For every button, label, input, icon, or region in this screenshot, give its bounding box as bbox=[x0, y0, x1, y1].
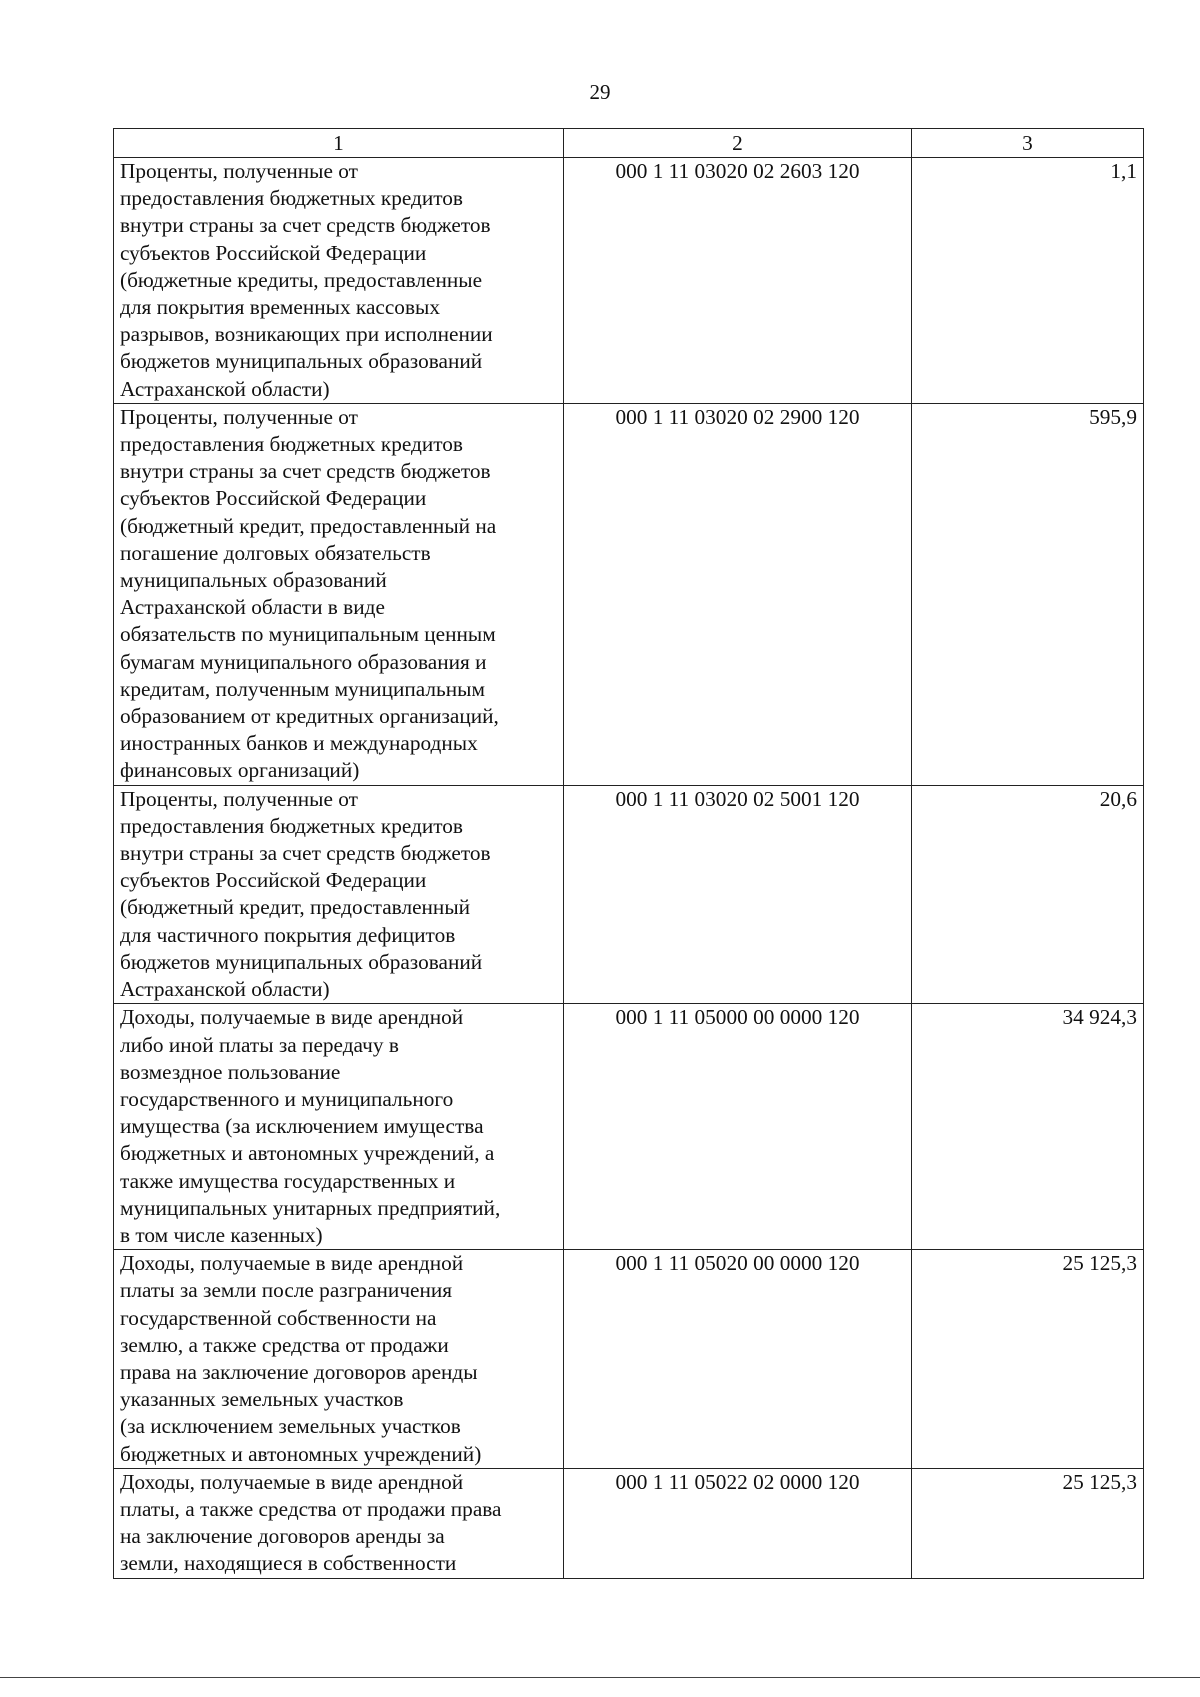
table-header-row bbox=[114, 129, 1144, 158]
row-amount: 595,9 bbox=[912, 403, 1144, 785]
row-amount: 34 924,3 bbox=[912, 1004, 1144, 1250]
table-row bbox=[114, 1004, 1144, 1250]
table-row bbox=[114, 785, 1144, 1004]
row-amount: 20,6 bbox=[912, 785, 1144, 1004]
table-row bbox=[114, 1468, 1144, 1578]
row-budget-code: 000 1 11 03020 02 5001 120 bbox=[564, 785, 912, 1004]
table-row bbox=[114, 158, 1144, 404]
row-description: Доходы, получаемые в виде арендной платы, а также средства от продажи права на заключение договоров аренды за земли, находящиеся в собственности bbox=[114, 1468, 564, 1578]
row-budget-code: 000 1 11 03020 02 2603 120 bbox=[564, 158, 912, 404]
row-budget-code: 000 1 11 03020 02 2900 120 bbox=[564, 403, 912, 785]
row-description: Доходы, получаемые в виде арендной платы за земли после разграничения государственной собственности на землю, а также средства от продажи права на заключение договоров аренды указанных земельных участков (за исключением земельных участков бюджетных и автономных учреждений) bbox=[114, 1250, 564, 1469]
row-description: Проценты, полученные от предоставления бюджетных кредитов внутри страны за счет средств бюджетов субъектов Российской Федерации (бюджетные кредиты, предоставленные для покрытия временных кассовых разрывов, возникающих при исполнении бюджетов муниципальных образований Астраханской области) bbox=[114, 158, 564, 404]
row-description: Доходы, получаемые в виде арендной либо иной платы за передачу в возмездное пользование государственного и муниципального имущества (за исключением имущества бюджетных и автономных учреждений, а также имущества государственных и муниципальных унитарных предприятий, в том числе казенных) bbox=[114, 1004, 564, 1250]
row-budget-code: 000 1 11 05020 00 0000 120 bbox=[564, 1250, 912, 1469]
column-header-2: 2 bbox=[564, 129, 912, 158]
table-row bbox=[114, 403, 1144, 785]
row-budget-code: 000 1 11 05000 00 0000 120 bbox=[564, 1004, 912, 1250]
row-amount: 25 125,3 bbox=[912, 1250, 1144, 1469]
row-budget-code: 000 1 11 05022 02 0000 120 bbox=[564, 1468, 912, 1578]
row-description: Проценты, полученные от предоставления бюджетных кредитов внутри страны за счет средств бюджетов субъектов Российской Федерации (бюджетный кредит, предоставленный для частичного покрытия дефицитов бюджетов муниципальных образований Астраханской области) bbox=[114, 785, 564, 1004]
row-amount: 25 125,3 bbox=[912, 1468, 1144, 1578]
page-bottom-rule bbox=[0, 1677, 1200, 1678]
column-header-3: 3 bbox=[912, 129, 1144, 158]
revenue-table bbox=[113, 128, 1144, 1579]
column-header-1: 1 bbox=[114, 129, 564, 158]
row-description: Проценты, полученные от предоставления бюджетных кредитов внутри страны за счет средств бюджетов субъектов Российской Федерации (бюджетный кредит, предоставленный на погашение долговых обязательств муниципальных образований Астраханской области в виде обязательств по муниципальным ценным бумагам муниципального образования и кредитам, полученным муниципальным образованием от кредитных организаций, иностранных банков и международных финансовых организаций) bbox=[114, 403, 564, 785]
row-amount: 1,1 bbox=[912, 158, 1144, 404]
page-number: 29 bbox=[589, 80, 611, 104]
table-row bbox=[114, 1250, 1144, 1469]
